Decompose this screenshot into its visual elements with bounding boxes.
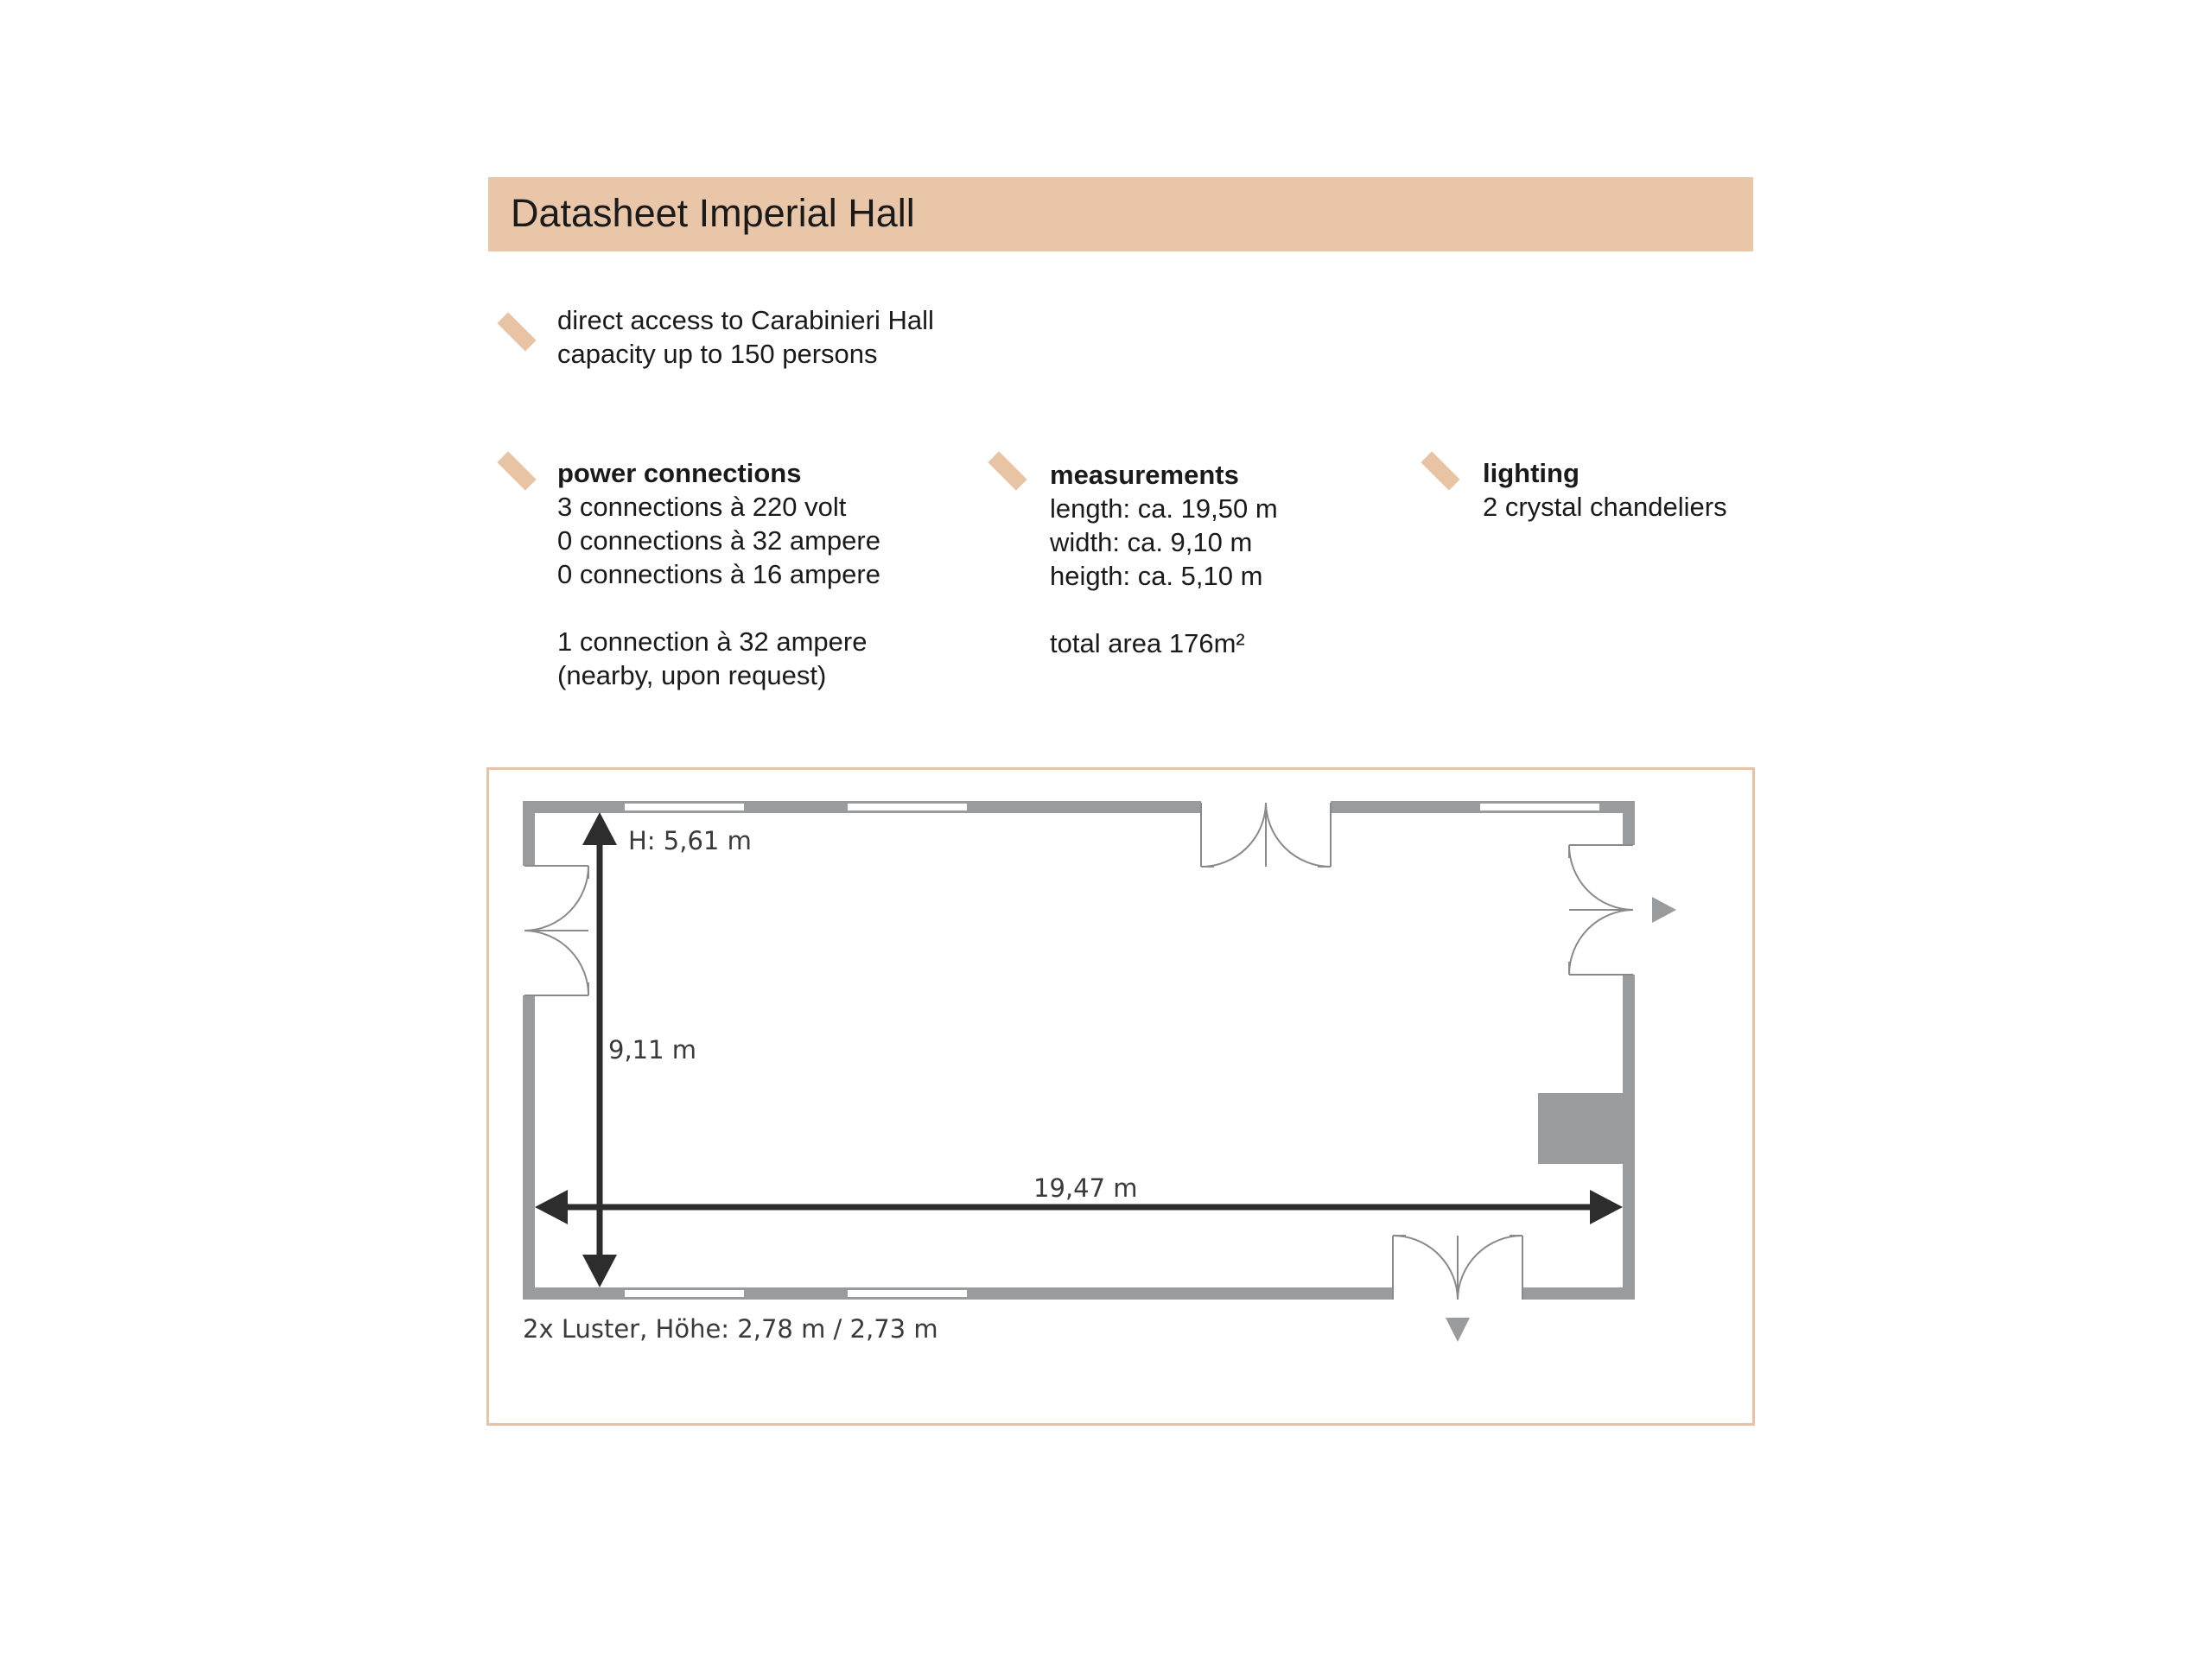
power-heading: power connections [557,458,802,488]
power-line: 3 connections à 220 volt [557,492,847,522]
power-extra-line: (nearby, upon request) [557,660,827,690]
measurements-heading: measurements [1050,460,1239,490]
entrance-arrow-right-icon [1652,897,1676,923]
stage-block [1538,1093,1623,1164]
total-area: total area 176m² [1050,628,1245,658]
lighting-heading: lighting [1483,458,1580,488]
page-title: Datasheet Imperial Hall [511,191,915,235]
power-line: 0 connections à 16 ampere [557,559,880,589]
door-top [1201,801,1331,867]
length-label: 19,47 m [1033,1173,1138,1203]
intro-line: direct access to Carabinieri Hall [557,305,934,335]
measurement-line: heigth: ca. 5,10 m [1050,561,1263,591]
measurement-line: width: ca. 9,10 m [1050,527,1253,557]
power-line: 0 connections à 32 ampere [557,525,880,556]
entrance-arrow-down-icon [1446,1318,1470,1342]
power-extra-line: 1 connection à 32 ampere [557,626,868,657]
chandelier-label: 2x Luster, Höhe: 2,78 m / 2,73 m [523,1314,938,1344]
windows [624,803,1600,1298]
intro-line: capacity up to 150 persons [557,339,878,369]
door-left [523,866,588,995]
height-label: H: 5,61 m [628,826,752,855]
door-right [1567,845,1635,975]
measurement-line: length: ca. 19,50 m [1050,493,1278,524]
width-label: 9,11 m [608,1035,697,1065]
door-bottom [1393,1236,1522,1300]
lighting-line: 2 crystal chandeliers [1483,492,1727,522]
